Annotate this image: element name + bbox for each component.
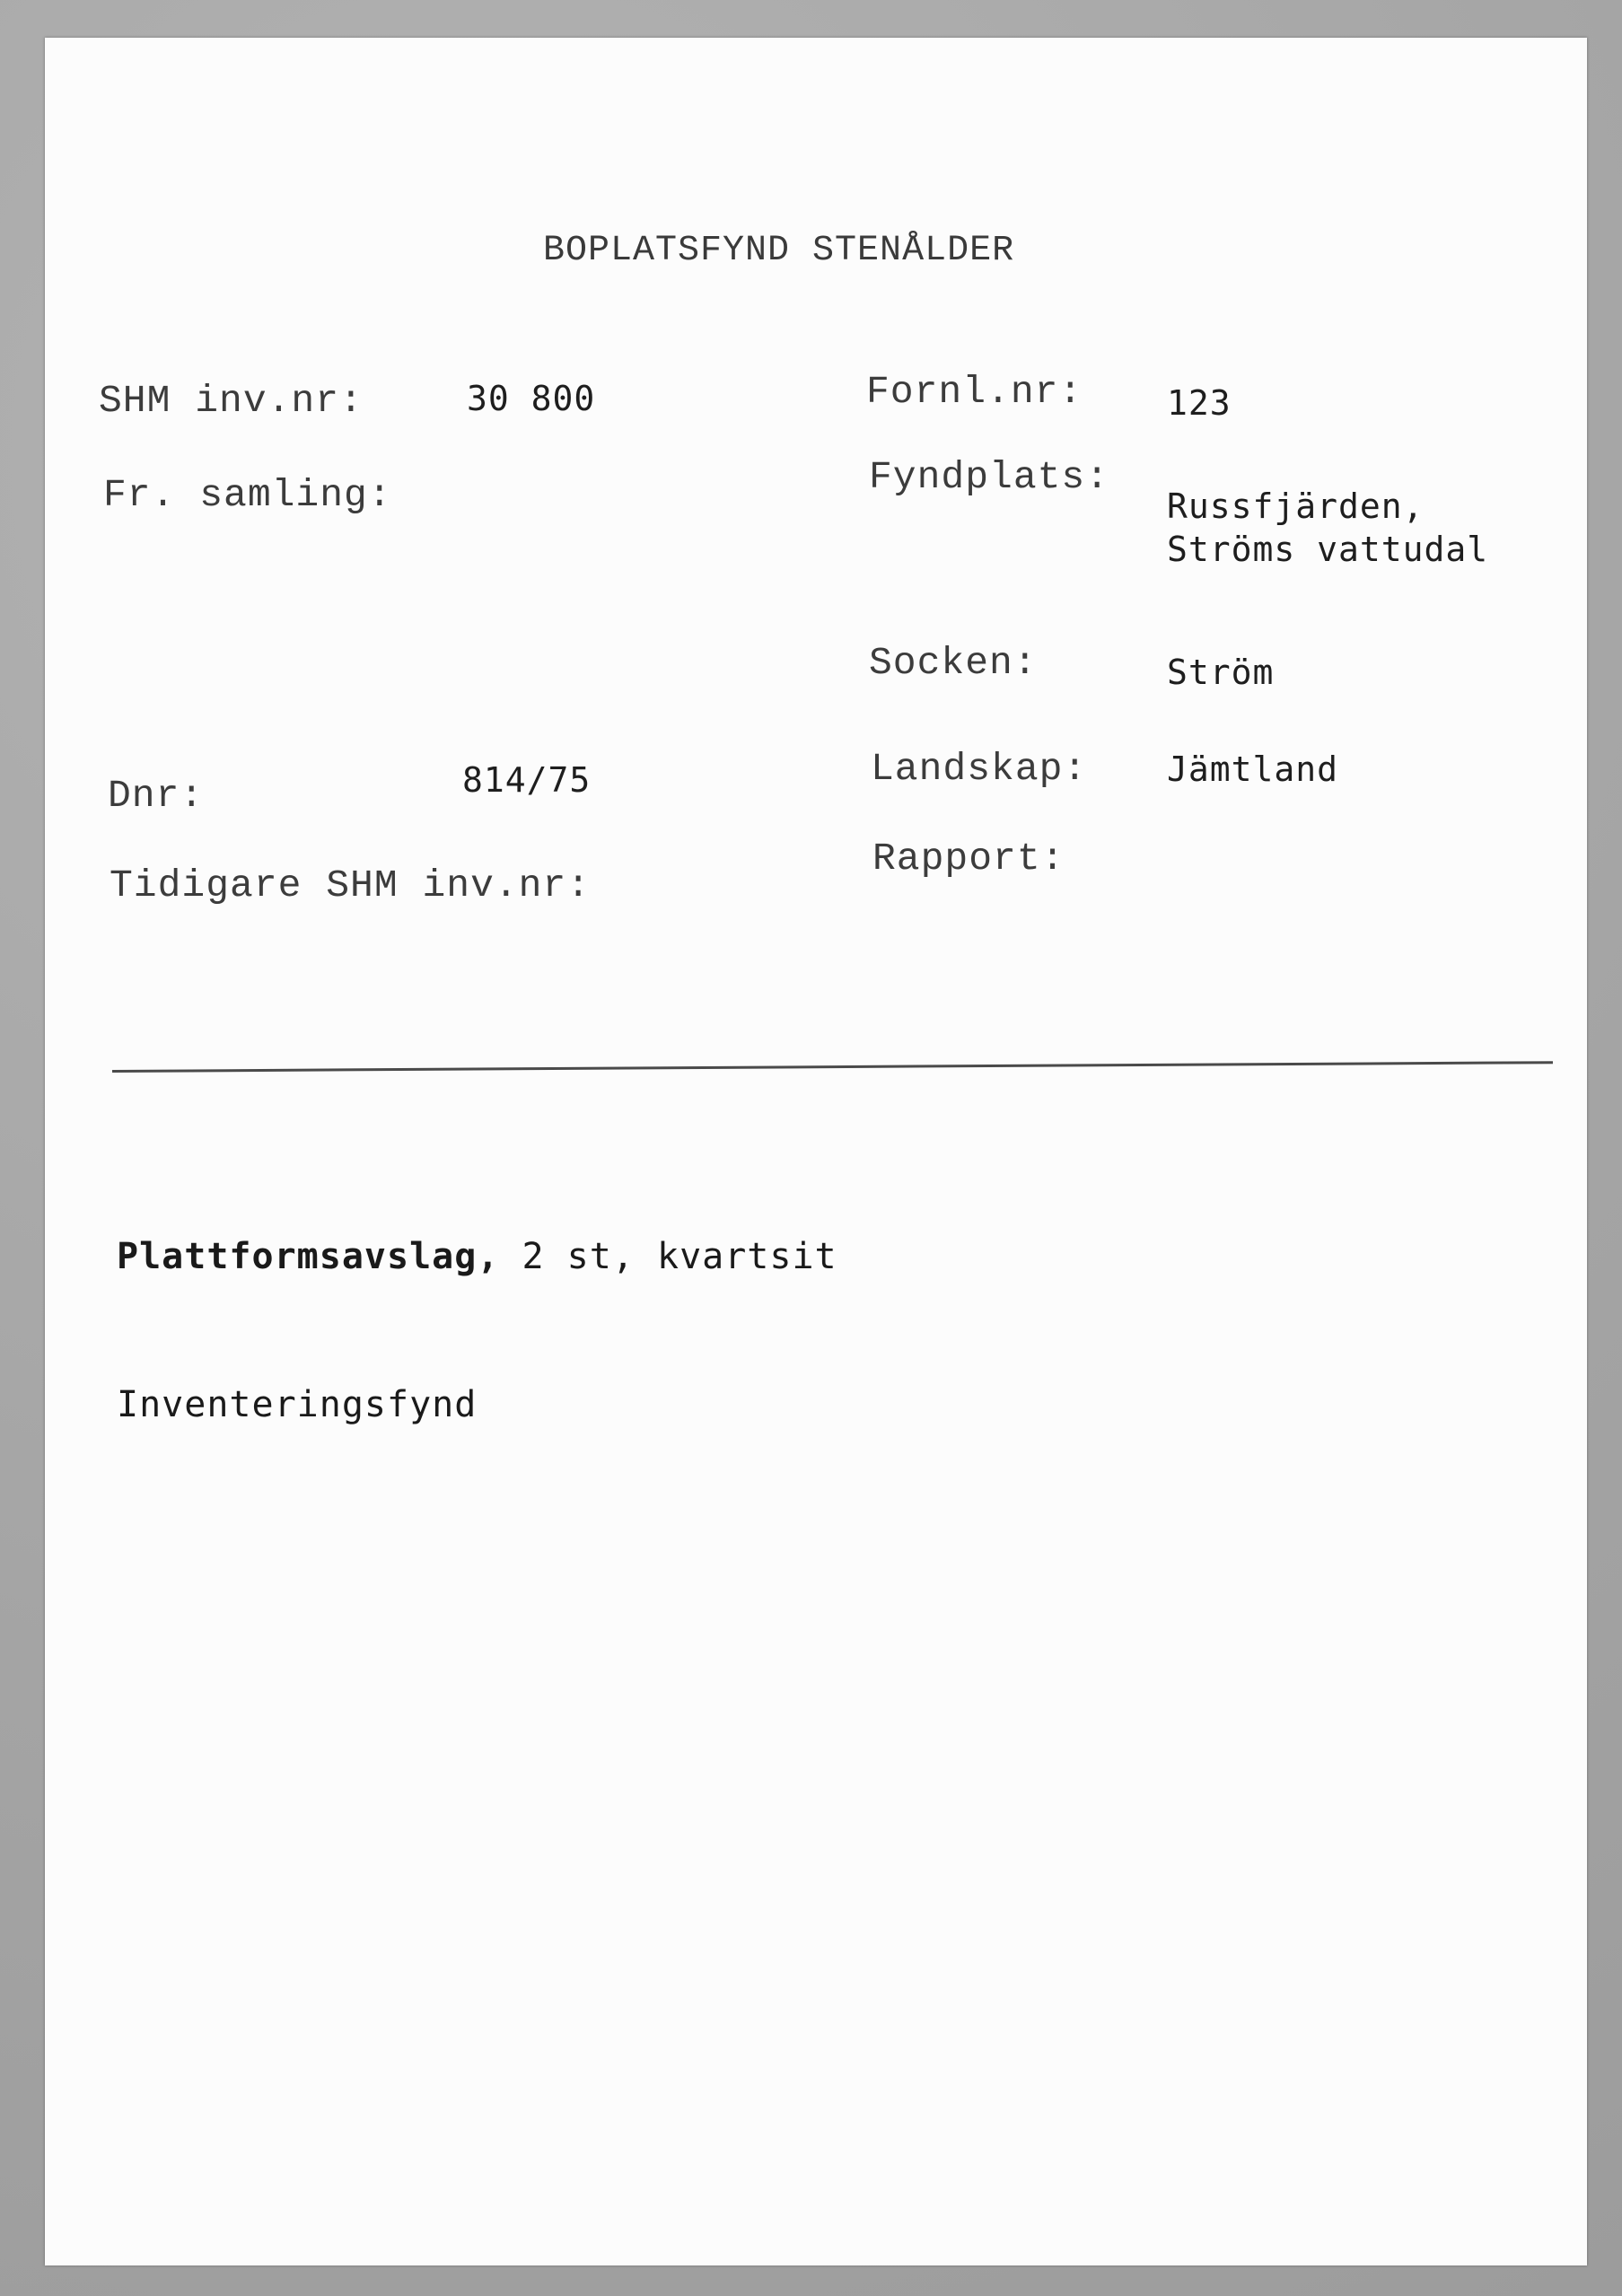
fyndplats-label: Fyndplats:	[869, 455, 1110, 499]
fyndplats-value-line2: Ströms vattudal	[1167, 530, 1489, 569]
find-note: Inventeringsfynd	[117, 1384, 478, 1425]
dnr-value: 814/75	[462, 760, 592, 800]
catalog-card	[45, 38, 1587, 2265]
shm-inv-nr-value: 30 800	[467, 379, 596, 418]
fr-samling-label: Fr. samling:	[103, 473, 392, 517]
socken-value: Ström	[1167, 653, 1275, 692]
socken-label: Socken:	[869, 641, 1038, 685]
card-title: BOPLATSFYND STENÅLDER	[543, 231, 1015, 271]
shm-inv-nr-label: SHM inv.nr:	[99, 379, 364, 423]
object-details: 2 st, kvartsit	[499, 1236, 837, 1277]
tidigare-shm-inv-nr-label: Tidigare SHM inv.nr:	[110, 863, 592, 907]
landskap-label: Landskap:	[871, 747, 1088, 791]
fyndplats-value-line1: Russfjärden,	[1167, 486, 1425, 526]
dnr-label: Dnr:	[108, 774, 205, 818]
fornl-nr-label: Fornl.nr:	[866, 370, 1083, 414]
separator-line	[112, 1061, 1553, 1073]
rapport-label: Rapport:	[872, 837, 1065, 881]
object-description	[117, 1236, 837, 1277]
landskap-value: Jämtland	[1167, 749, 1339, 789]
fornl-nr-value: 123	[1167, 383, 1232, 423]
object-name: Plattformsavslag,	[117, 1236, 500, 1277]
